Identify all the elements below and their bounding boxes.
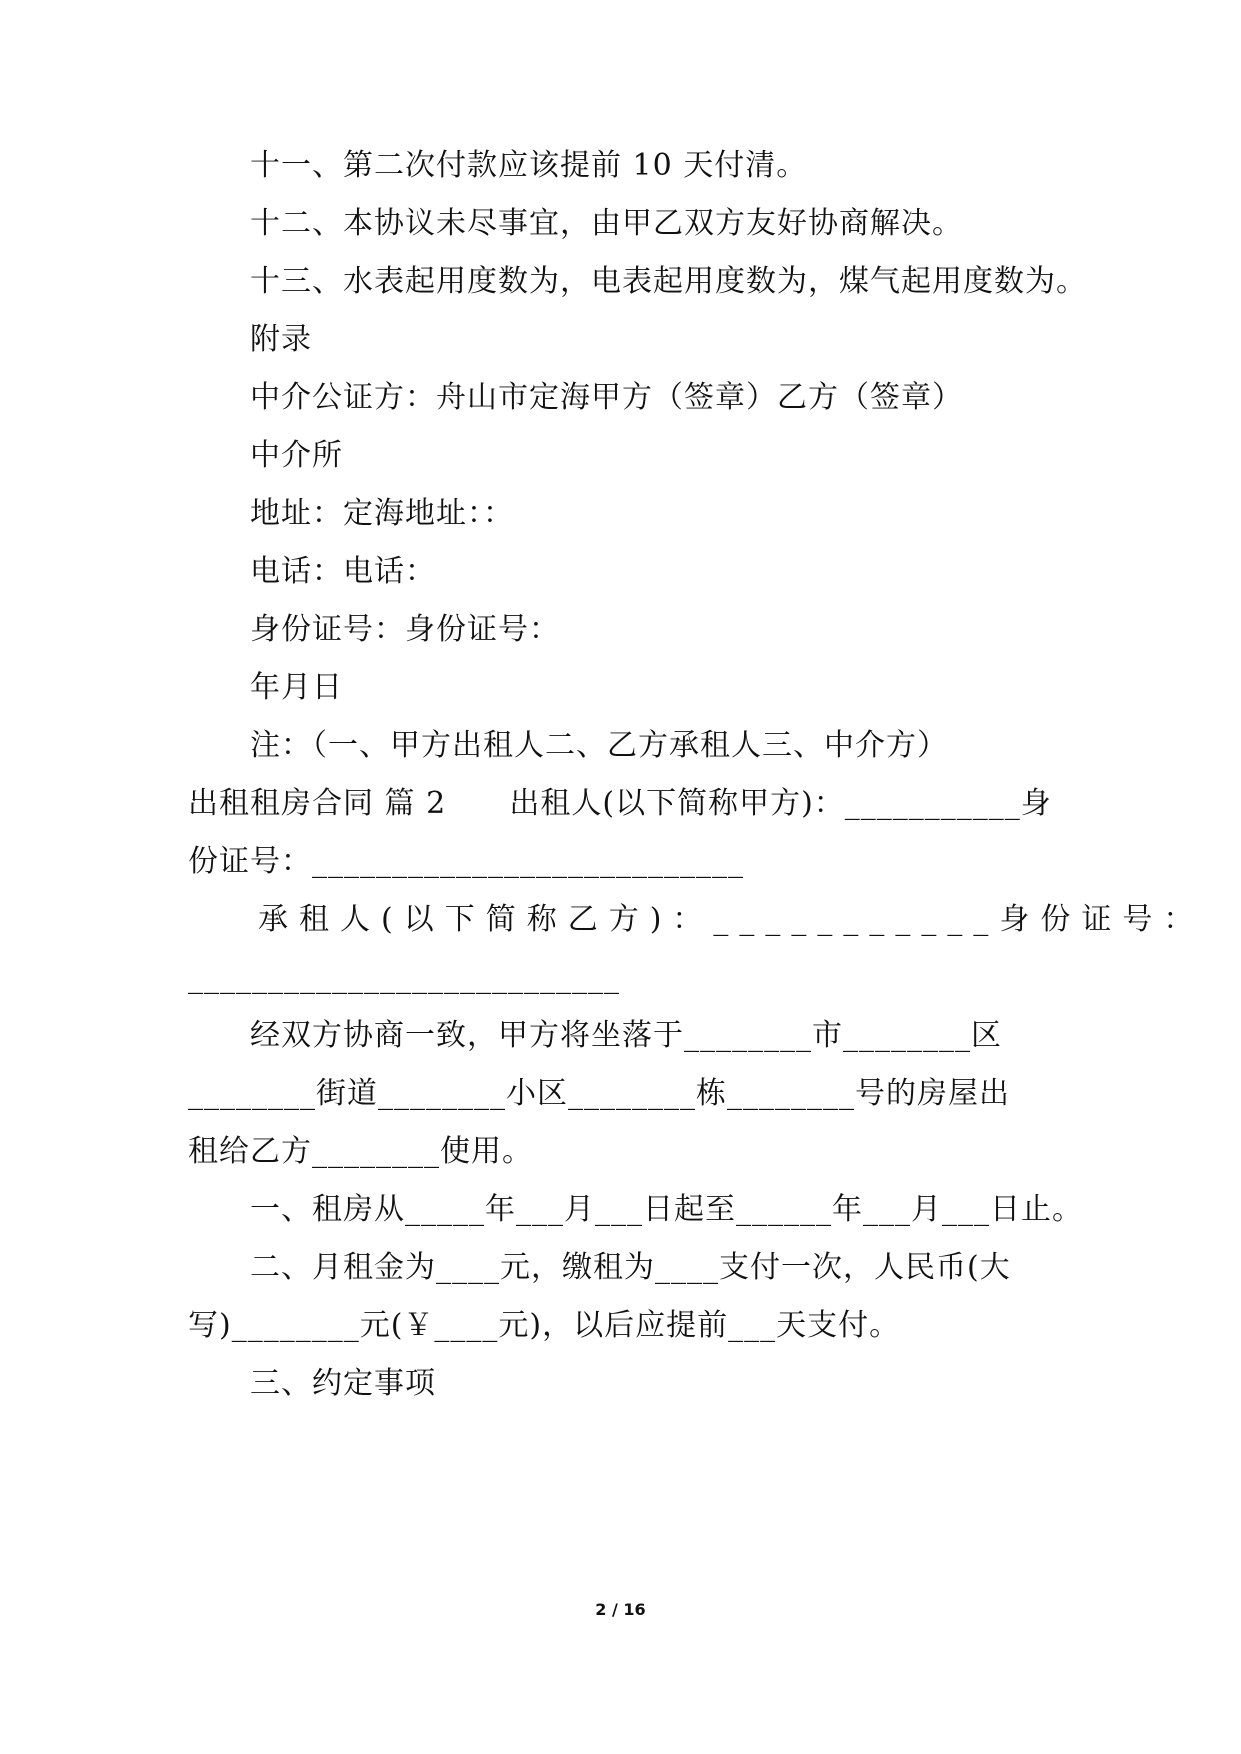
property-location-line-3: 租给乙方________使用。: [188, 1134, 533, 1169]
address-line: 地址：定海地址：：: [250, 496, 514, 531]
lessee-line: 承租人(以下简称乙方)：___________身份证号：: [258, 902, 1205, 937]
clause-1-lease-term: 一、租房从_____年___月___日起至______年___月___日止。: [250, 1192, 1083, 1227]
page-number: 2 / 16: [595, 1600, 646, 1619]
note-line: 注：（一、甲方出租人二、乙方承租人三、中介方）: [250, 728, 948, 763]
property-location-line-2: ________街道________小区________栋________号的房屋出: [188, 1076, 1010, 1111]
lessee-id-blank-line: ___________________________: [188, 960, 620, 995]
contract-2-heading-line: 出租租房合同 篇 2 出租人(以下简称甲方)：___________身: [188, 786, 1052, 821]
property-location-line-1: 经双方协商一致，甲方将坐落于________市________区: [250, 1018, 1002, 1053]
clause-12: 十二、本协议未尽事宜，由甲乙双方友好协商解决。: [250, 206, 963, 241]
id-number-line: 身份证号：身份证号：: [250, 612, 560, 647]
clause-2-rent-line-2: 写)________元(￥____元)，以后应提前___天支付。: [188, 1308, 901, 1343]
lessor-id-line: 份证号：___________________________: [188, 844, 744, 879]
clause-11: 十一、第二次付款应该提前 10 天付清。: [250, 148, 808, 183]
phone-line: 电话：电话：: [250, 554, 436, 589]
clause-2-rent-line-1: 二、月租金为____元，缴租为____支付一次，人民币(大: [250, 1250, 1011, 1285]
notary-line: 中介公证方：舟山市定海甲方（签章）乙方（签章）: [250, 380, 963, 415]
date-line: 年月日: [250, 670, 343, 705]
agency-line: 中介所: [250, 438, 343, 473]
clause-13: 十三、水表起用度数为，电表起用度数为，煤气起用度数为。: [250, 264, 1087, 299]
appendix-heading: 附录: [250, 322, 312, 357]
clause-3-heading: 三、约定事项: [250, 1366, 436, 1401]
